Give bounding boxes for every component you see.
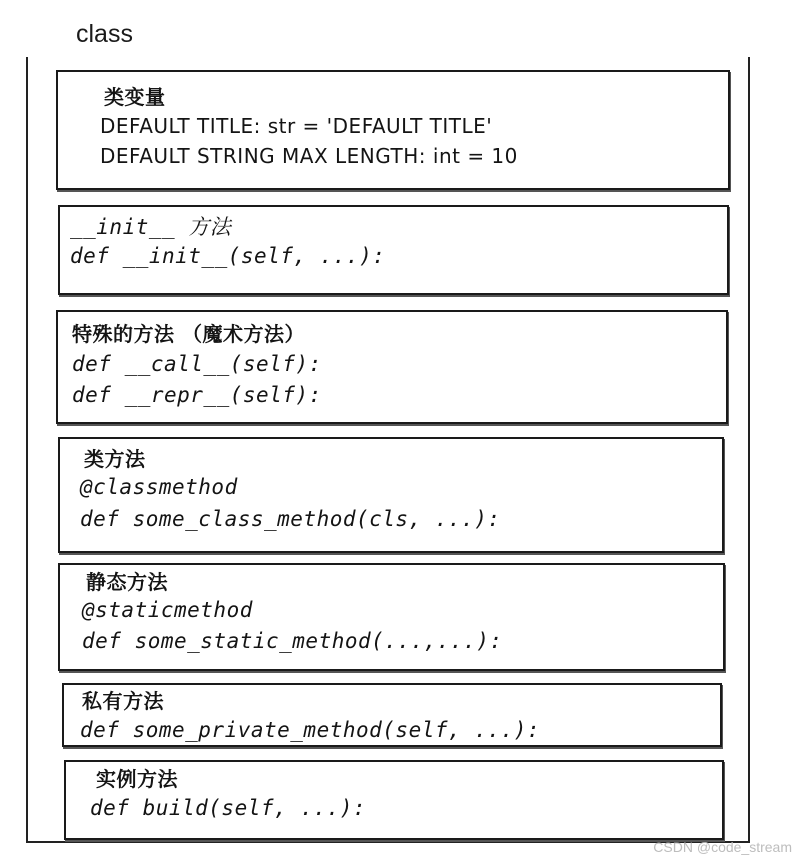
special-methods-heading: 特殊的方法 （魔术方法） [72,322,305,346]
class-variables-heading: 类变量 [104,85,166,109]
private-method-def: def some_private_method(self, ...): [80,718,541,742]
static-methods-heading: 静态方法 [86,570,168,594]
class-variable-line: DEFAULT STRING MAX LENGTH: int = 10 [100,144,518,168]
class-method-def: def some_class_method(cls, ...): [80,507,501,531]
init-method-heading: __init__ 方法 [70,215,232,239]
special-method-def: def __call__(self): [72,352,322,376]
diagram-title: class [76,20,133,48]
private-methods-heading: 私有方法 [82,689,164,713]
special-method-def: def __repr__(self): [72,383,322,407]
static-method-def: def some_static_method(...,...): [82,629,503,653]
instance-methods-heading: 实例方法 [96,767,178,791]
staticmethod-decorator: @staticmethod [82,598,253,622]
watermark: CSDN @code_stream [653,839,792,855]
instance-method-def: def build(self, ...): [90,796,367,820]
class-methods-heading: 类方法 [84,447,146,471]
classmethod-decorator: @classmethod [80,475,238,499]
init-method-def: def __init__(self, ...): [70,244,386,268]
class-variable-line: DEFAULT TITLE: str = 'DEFAULT TITLE' [100,114,493,138]
